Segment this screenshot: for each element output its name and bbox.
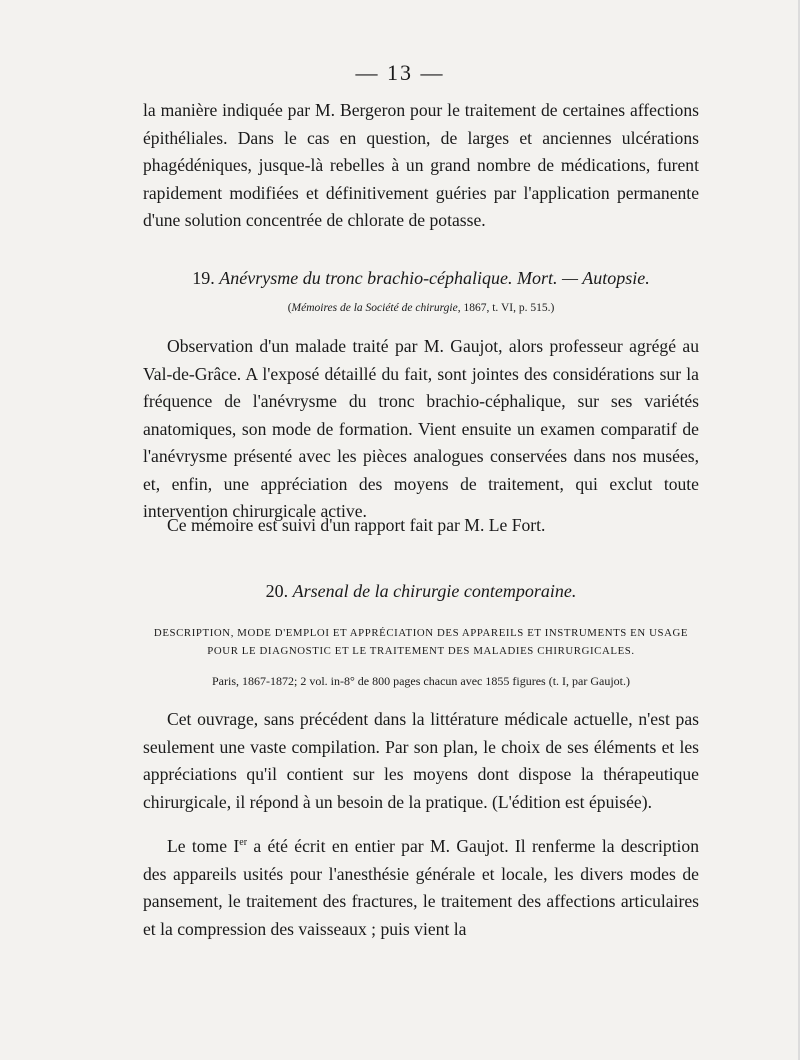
- section-19-source: [143, 302, 699, 314]
- section-20-number: 20.: [265, 581, 289, 601]
- section-19-title: Anévrysme du tronc brachio-céphalique. Mort. — Autopsie.: [219, 268, 650, 288]
- section-19-number: 19.: [192, 268, 215, 288]
- intro-paragraph: la manière indiquée par M. Bergeron pour le traitement de certaines affections épithéliales. Dans le cas en question, de larges et anciennes ulcérations phagédéniques, jusque-là rebelles à un grand nombre de médications, furent rapidement modifiées et définitivement guéries par l'application permanente d'une solution concentrée de chlorate de potasse.: [143, 100, 699, 230]
- superscript-er: er: [239, 837, 248, 849]
- section-20-title: Arsenal de la chirurgie contemporaine.: [292, 581, 577, 601]
- para2-start: Le tome I: [167, 836, 240, 856]
- section-19-heading: [143, 268, 699, 289]
- section-19-paragraph-1: Observation d'un malade traité par M. Gaujot, alors professeur agrégé au Val-de-Grâce. A l'exposé détaillé du fait, sont jointes des considérations sur la fréquence de l'anévrysme du tronc brachio-céphalique, sur ses variétés anatomiques, son mode de formation. Vient ensuite un examen comparatif de l'anévrysme présenté avec les pièces analogues conservées dans nos musées, et, enfin, une appréciation des moyens de traitement, qui exclut toute intervention chirurgicale active.: [143, 336, 699, 521]
- section-20-subtitle-line-2: POUR LE DIAGNOSTIC ET LE TRAITEMENT DES MALADIES CHIRURGICALES.: [207, 645, 635, 657]
- source-journal: Mémoires de la Société de chirurgie: [291, 302, 458, 314]
- source-details: , 1867, t. VI, p. 515.): [457, 302, 555, 314]
- section-20-paragraph-1: Cet ouvrage, sans précédent dans la littérature médicale actuelle, n'est pas seulement une vaste compilation. Par son plan, le choix de ses éléments et les appréciations qu'il contient sur les moyens dont dispose la thérapeutique chirurgicale, il répond à un besoin de la pratique. (L'édition est épuisée).: [143, 709, 699, 812]
- page-number: — 13 —: [355, 60, 445, 85]
- section-20-heading: [143, 581, 699, 602]
- section-20-subtitle-line-1: DESCRIPTION, MODE D'EMPLOI ET APPRÉCIATION DES APPAREILS ET INSTRUMENTS EN USAGE: [153, 627, 689, 639]
- section-19-paragraph-2: Ce mémoire est suivi d'un rapport fait par M. Le Fort.: [167, 515, 546, 535]
- para2-rest: a été écrit en entier par M. Gaujot. Il renferme la description des appareils usités pour l'anesthésie générale et locale, les divers modes de pansement, le traitement des fractures, le traitement des affections articulaires et la compression des vaisseaux ; puis vient la: [143, 836, 700, 939]
- source-open: (: [287, 302, 292, 314]
- section-20-publication-info: Paris, 1867-1872; 2 vol. in-8° de 800 pages chacun avec 1855 figures (t. I, par Gaujot.): [211, 674, 631, 688]
- section-20-paragraph-2: [143, 833, 699, 943]
